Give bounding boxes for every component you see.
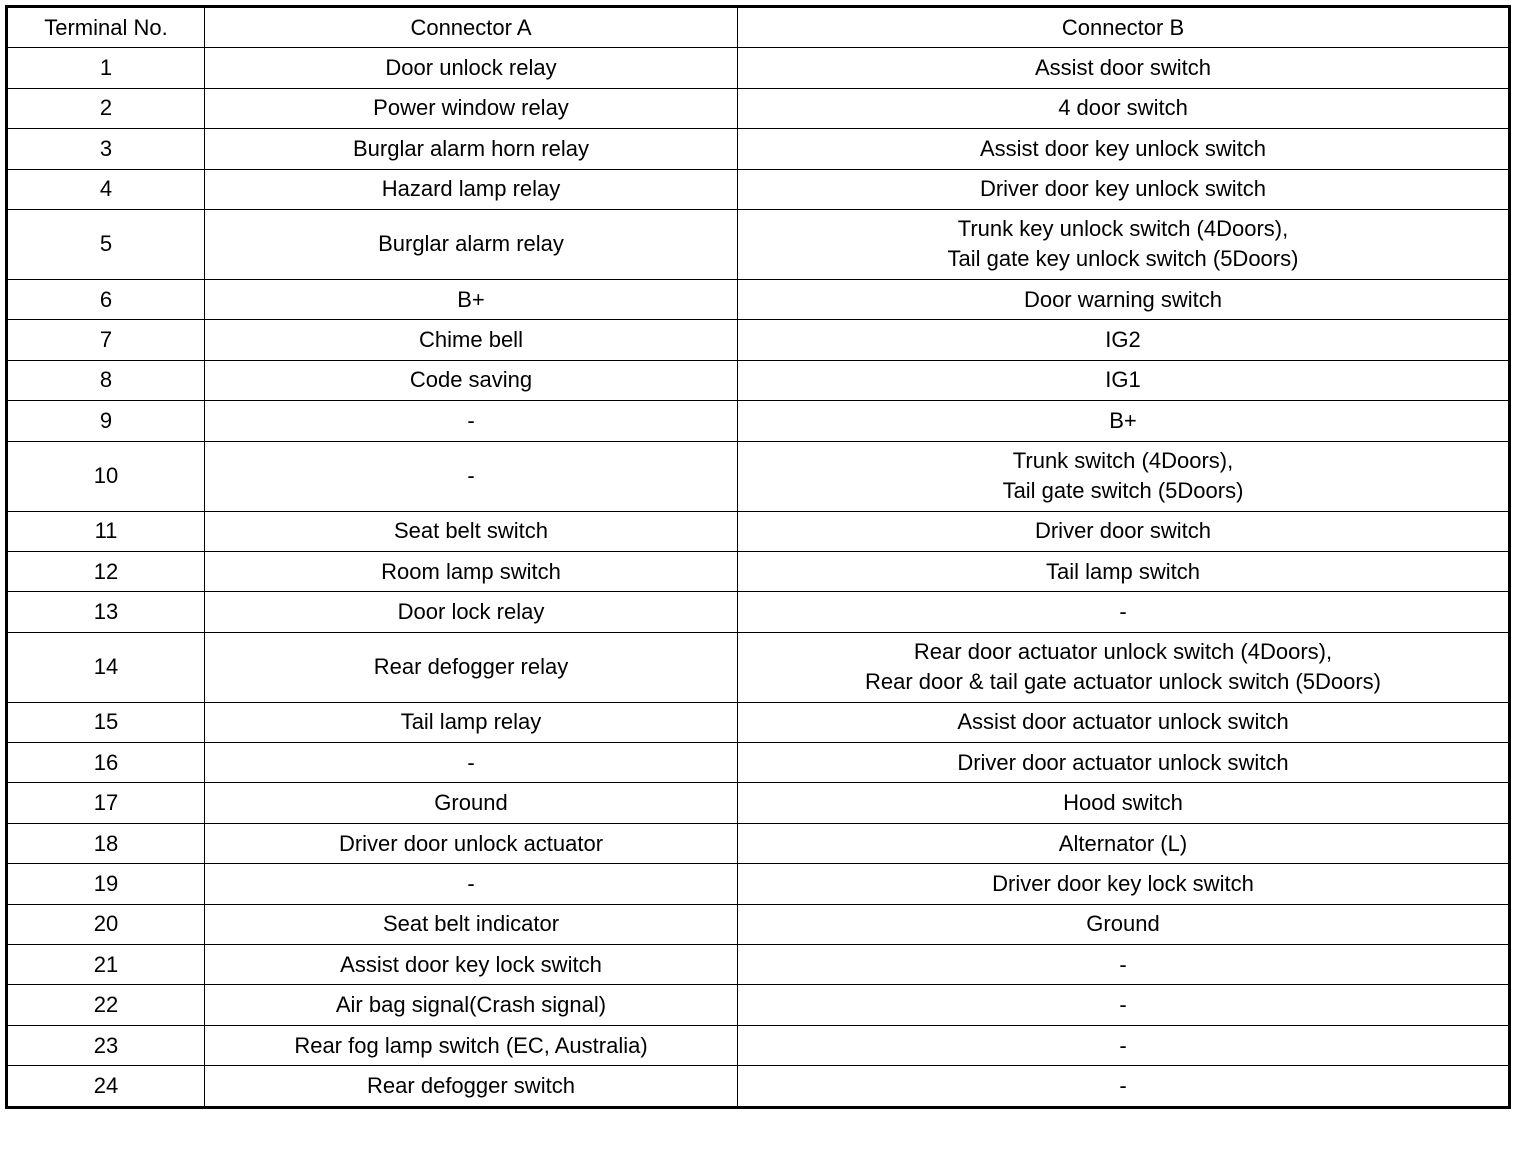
connector-b-cell-text: Driver door key unlock switch bbox=[979, 176, 1267, 202]
connector-b-cell-text: - bbox=[1119, 1032, 1127, 1058]
terminal-number-cell: 12 bbox=[7, 551, 205, 591]
connector-a-cell-text: - bbox=[467, 463, 475, 489]
connector-a-cell-text: Rear fog lamp switch (EC, Australia) bbox=[294, 1032, 648, 1058]
connector-b-cell bbox=[738, 592, 1510, 632]
connector-b-cell bbox=[738, 1025, 1510, 1065]
connector-a-cell-text: Chime bell bbox=[419, 327, 523, 353]
connector-a-cell bbox=[205, 551, 738, 591]
connector-a-cell bbox=[205, 1066, 738, 1107]
connector-b-cell bbox=[738, 551, 1510, 591]
connector-b-cell bbox=[738, 823, 1510, 863]
terminal-number-cell: 4 bbox=[7, 169, 205, 209]
connector-b-cell-text: Assist door actuator unlock switch bbox=[957, 709, 1289, 735]
connector-b-cell-text: 4 door switch bbox=[1058, 95, 1188, 121]
terminal-number-cell: 1 bbox=[7, 48, 205, 88]
table-row bbox=[7, 1025, 1510, 1065]
connector-a-cell bbox=[205, 945, 738, 985]
terminal-number-cell: 21 bbox=[7, 945, 205, 985]
table-row bbox=[7, 129, 1510, 169]
terminal-number-cell: 16 bbox=[7, 743, 205, 783]
header-connector-a: Connector A bbox=[205, 7, 738, 48]
connector-b-cell-text: Driver door actuator unlock switch bbox=[957, 749, 1289, 775]
terminal-number-cell: 5 bbox=[7, 209, 205, 279]
connector-a-cell-text: Hazard lamp relay bbox=[381, 176, 561, 202]
table-row bbox=[7, 88, 1510, 128]
table-row bbox=[7, 511, 1510, 551]
terminal-number-cell: 18 bbox=[7, 823, 205, 863]
connector-b-cell-text: Rear door actuator unlock switch (4Doors), bbox=[913, 639, 1333, 665]
table-row bbox=[7, 632, 1510, 702]
connector-b-cell bbox=[738, 743, 1510, 783]
connector-a-cell bbox=[205, 985, 738, 1025]
table-body bbox=[7, 48, 1510, 1107]
terminal-number-cell: 11 bbox=[7, 511, 205, 551]
terminal-connector-table bbox=[5, 5, 1511, 1109]
table-row bbox=[7, 441, 1510, 511]
connector-a-cell bbox=[205, 864, 738, 904]
connector-b-cell-text: Tail lamp switch bbox=[1045, 558, 1201, 584]
connector-a-cell-text: Air bag signal(Crash signal) bbox=[335, 992, 607, 1018]
connector-a-cell-text: Seat belt switch bbox=[393, 518, 549, 544]
table-row bbox=[7, 1066, 1510, 1107]
connector-b-cell bbox=[738, 632, 1510, 702]
connector-b-cell bbox=[738, 702, 1510, 742]
connector-a-cell-text: Code saving bbox=[409, 367, 533, 393]
terminal-number-cell: 22 bbox=[7, 985, 205, 1025]
connector-a-cell bbox=[205, 702, 738, 742]
connector-b-cell bbox=[738, 1066, 1510, 1107]
connector-a-cell-text: Assist door key lock switch bbox=[340, 951, 602, 977]
connector-a-cell-text: - bbox=[467, 749, 475, 775]
table-row bbox=[7, 169, 1510, 209]
connector-a-cell bbox=[205, 1025, 738, 1065]
table-row bbox=[7, 864, 1510, 904]
connector-a-cell bbox=[205, 632, 738, 702]
connector-b-cell-text: Tail gate switch (5Doors) bbox=[1002, 478, 1244, 504]
connector-a-cell-text: Ground bbox=[434, 790, 508, 816]
connector-a-cell-text: Burglar alarm horn relay bbox=[353, 135, 589, 161]
connector-a-cell-text: Door lock relay bbox=[397, 598, 545, 624]
connector-b-cell bbox=[738, 945, 1510, 985]
connector-a-cell bbox=[205, 904, 738, 944]
table-row bbox=[7, 783, 1510, 823]
terminal-number-cell: 2 bbox=[7, 88, 205, 128]
terminal-number-cell: 14 bbox=[7, 632, 205, 702]
table-row bbox=[7, 823, 1510, 863]
connector-b-cell-text: Trunk switch (4Doors), bbox=[1012, 448, 1234, 474]
connector-b-cell bbox=[738, 783, 1510, 823]
connector-a-cell-text: Power window relay bbox=[373, 95, 569, 121]
header-terminal-no: Terminal No. bbox=[7, 7, 205, 48]
connector-b-cell-text: Trunk key unlock switch (4Doors), bbox=[957, 216, 1289, 242]
table-row bbox=[7, 945, 1510, 985]
connector-b-cell bbox=[738, 88, 1510, 128]
terminal-number-cell: 8 bbox=[7, 360, 205, 400]
connector-b-cell bbox=[738, 401, 1510, 441]
connector-a-cell bbox=[205, 169, 738, 209]
connector-a-cell-text: - bbox=[467, 870, 475, 896]
connector-a-cell bbox=[205, 129, 738, 169]
table-row bbox=[7, 592, 1510, 632]
connector-b-cell bbox=[738, 48, 1510, 88]
connector-a-cell-text: Tail lamp relay bbox=[400, 709, 542, 735]
connector-b-cell bbox=[738, 129, 1510, 169]
connector-a-cell bbox=[205, 48, 738, 88]
connector-b-cell-text: Tail gate key unlock switch (5Doors) bbox=[947, 246, 1299, 272]
connector-a-cell bbox=[205, 88, 738, 128]
connector-b-cell-text: Rear door & tail gate actuator unlock switch (5Doors) bbox=[864, 669, 1381, 695]
connector-b-cell bbox=[738, 360, 1510, 400]
connector-b-cell-text: Alternator (L) bbox=[1058, 830, 1188, 856]
connector-a-cell bbox=[205, 592, 738, 632]
connector-a-cell bbox=[205, 209, 738, 279]
table-row bbox=[7, 985, 1510, 1025]
connector-a-cell bbox=[205, 511, 738, 551]
connector-b-cell bbox=[738, 985, 1510, 1025]
connector-b-cell-text: Driver door key lock switch bbox=[992, 870, 1254, 896]
terminal-number-cell: 6 bbox=[7, 279, 205, 319]
connector-a-cell bbox=[205, 360, 738, 400]
terminal-number-cell: 7 bbox=[7, 320, 205, 360]
connector-b-cell bbox=[738, 209, 1510, 279]
connector-b-cell bbox=[738, 169, 1510, 209]
table-row bbox=[7, 551, 1510, 591]
connector-a-cell-text: Driver door unlock actuator bbox=[338, 830, 604, 856]
connector-b-cell-text: Hood switch bbox=[1063, 790, 1183, 816]
connector-b-cell-text: Driver door switch bbox=[1034, 518, 1212, 544]
connector-a-cell bbox=[205, 401, 738, 441]
table-row bbox=[7, 401, 1510, 441]
connector-a-cell-text: Door unlock relay bbox=[385, 55, 557, 81]
table-header-row bbox=[7, 7, 1510, 48]
connector-b-cell-text: Assist door key unlock switch bbox=[979, 135, 1267, 161]
connector-a-cell bbox=[205, 783, 738, 823]
terminal-number-cell: 19 bbox=[7, 864, 205, 904]
connector-b-cell-text: B+ bbox=[1109, 407, 1137, 433]
table-row bbox=[7, 209, 1510, 279]
connector-a-cell-text: Rear defogger switch bbox=[367, 1072, 575, 1098]
connector-b-cell-text: IG2 bbox=[1105, 327, 1141, 353]
connector-b-cell bbox=[738, 904, 1510, 944]
connector-b-cell bbox=[738, 864, 1510, 904]
connector-a-cell-text: Rear defogger relay bbox=[373, 654, 569, 680]
connector-b-cell-text: - bbox=[1119, 1072, 1127, 1098]
connector-a-cell bbox=[205, 743, 738, 783]
table-row bbox=[7, 702, 1510, 742]
table-row bbox=[7, 360, 1510, 400]
terminal-number-cell: 24 bbox=[7, 1066, 205, 1107]
connector-a-cell-text: Room lamp switch bbox=[381, 558, 561, 584]
terminal-number-cell: 13 bbox=[7, 592, 205, 632]
table-row bbox=[7, 279, 1510, 319]
connector-a-cell-text: - bbox=[467, 407, 475, 433]
connector-b-cell-text: - bbox=[1119, 992, 1127, 1018]
connector-b-cell-text: Assist door switch bbox=[1034, 55, 1212, 81]
header-connector-b: Connector B bbox=[738, 7, 1510, 48]
connector-a-cell bbox=[205, 320, 738, 360]
connector-a-cell-text: Burglar alarm relay bbox=[378, 231, 564, 257]
terminal-number-cell: 15 bbox=[7, 702, 205, 742]
table-row bbox=[7, 320, 1510, 360]
terminal-number-cell: 17 bbox=[7, 783, 205, 823]
terminal-number-cell: 9 bbox=[7, 401, 205, 441]
connector-a-cell bbox=[205, 441, 738, 511]
table-row bbox=[7, 48, 1510, 88]
connector-a-cell-text: Seat belt indicator bbox=[382, 911, 560, 937]
connector-a-cell bbox=[205, 279, 738, 319]
connector-a-cell bbox=[205, 823, 738, 863]
table-row bbox=[7, 743, 1510, 783]
connector-b-cell bbox=[738, 279, 1510, 319]
table-row bbox=[7, 904, 1510, 944]
connector-b-cell bbox=[738, 511, 1510, 551]
connector-b-cell-text: - bbox=[1119, 951, 1127, 977]
terminal-number-cell: 23 bbox=[7, 1025, 205, 1065]
connector-a-cell-text: B+ bbox=[457, 286, 485, 312]
connector-b-cell-text: Ground bbox=[1086, 911, 1160, 937]
connector-b-cell bbox=[738, 320, 1510, 360]
terminal-number-cell: 20 bbox=[7, 904, 205, 944]
connector-b-cell-text: - bbox=[1119, 598, 1127, 624]
terminal-number-cell: 10 bbox=[7, 441, 205, 511]
terminal-number-cell: 3 bbox=[7, 129, 205, 169]
connector-b-cell-text: Door warning switch bbox=[1023, 286, 1223, 312]
connector-b-cell bbox=[738, 441, 1510, 511]
connector-b-cell-text: IG1 bbox=[1105, 367, 1141, 393]
